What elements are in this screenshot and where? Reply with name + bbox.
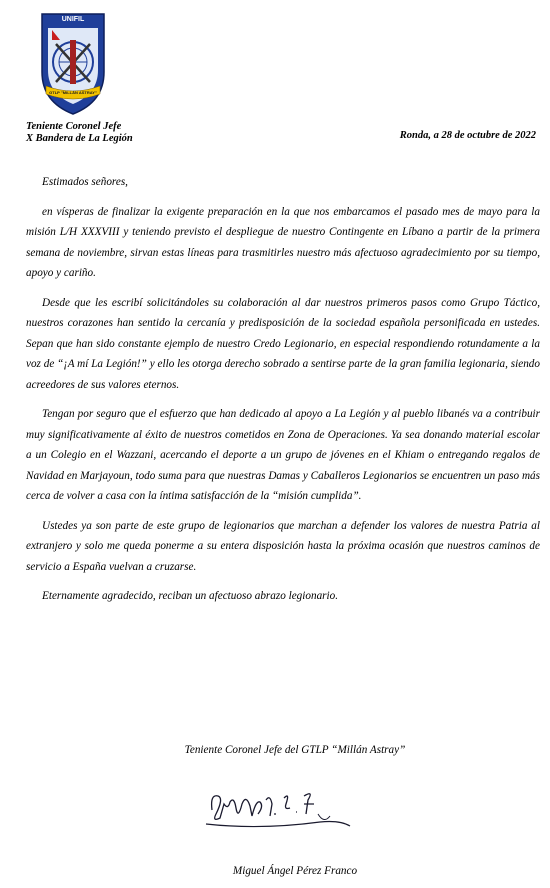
unit-emblem-logo (38, 10, 108, 118)
closing-line: Eternamente agradecido, reciban un afectuoso abrazo legionario. (42, 590, 339, 602)
paragraph: Tengan por seguro que el esfuerzo que han dedicado al apoyo a La Legión y al pueblo libanés va a contribuir muy significativamente al éxito de nuestros cometidos en Zona de Operaciones. Ya sea donando material escolar a un Colegio en el Wazzani, acercando el deporte a un grupo de jóvenes en el Khiam o entregando regalos de Navidad en Marjayoun, todo suma para que nuestras Damas y Caballeros Legionarios se encuentren un paso más cerca de volver a casa con la íntima satisfacción de la “misión cumplida”. (26, 408, 540, 502)
letter-date: Ronda, a 28 de octubre de 2022 (399, 130, 536, 141)
signer-name: Miguel Ángel Pérez Franco (232, 865, 358, 877)
emblem-top-text: UNIFIL (61, 16, 85, 23)
paragraph: Desde que les escribí solicitándoles su colaboración al dar nuestros primeros pasos como Grupo Táctico, nuestros corazones han sentido la cercanía y predisposición de la sociedad española personificada en ustedes. Sepan que han sido constante ejemplo de nuestro Credo Legionario, en especial respondiendo rotundamente a la voz de “¡A mí La Legión!” y ello les otorga derecho sobrado a sentirse parte de la gran familia legionaria, siendo acreedores de sus valores eternos. (26, 296, 540, 391)
signer-title: Teniente Coronel Jefe del GTLP “Millán Astray” (184, 744, 406, 756)
handwritten-signature (200, 780, 360, 840)
salutation: Estimados señores, (42, 176, 128, 188)
emblem-bottom-text: GTLP "MILLÁN ASTRAY" (49, 90, 97, 95)
sender-title: Teniente Coronel Jefe (26, 121, 122, 132)
letter-body (26, 172, 540, 616)
sender-unit: X Bandera de La Legión (26, 133, 133, 144)
paragraph: en vísperas de finalizar la exigente preparación en la que nos embarcamos el pasado mes de mayo para la misión L/H XXXVIII y teniendo previsto el despliegue de nuestro Contingente en Líbano a partir de la primera semana de noviembre, sirvan estas líneas para trasmitirles nuestro más afectuoso agradecimiento por su tiempo, apoyo y cariño. (26, 205, 540, 279)
signature-icon (200, 780, 360, 840)
shield-emblem-icon (38, 10, 108, 118)
paragraph: Ustedes ya son parte de este grupo de legionarios que marchan a defender los valores de nuestra Patria al extranjero y solo me queda ponerme a su entera disposición hasta la próxima ocasión que nuestros caminos de servicio a España vuelvan a cruzarse. (26, 519, 540, 573)
sender-block (26, 121, 133, 145)
